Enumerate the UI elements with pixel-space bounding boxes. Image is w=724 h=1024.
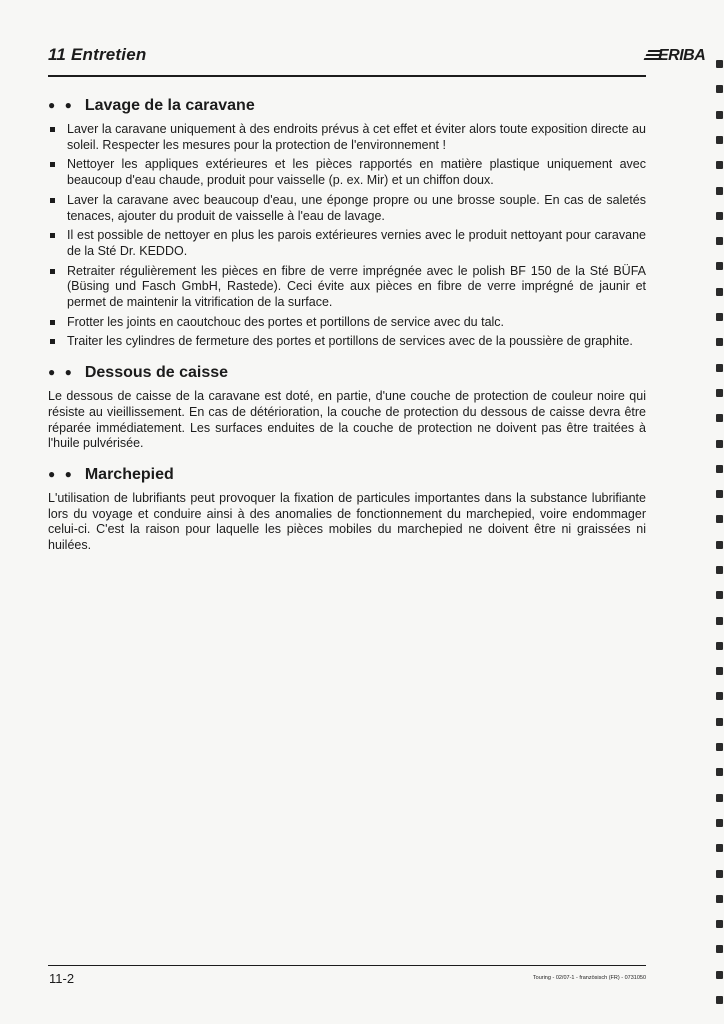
binding-hole bbox=[716, 85, 723, 93]
binding-hole bbox=[716, 111, 723, 119]
binding-hole bbox=[716, 895, 723, 903]
binding-hole bbox=[716, 920, 723, 928]
section-lavage bbox=[48, 97, 646, 350]
header-divider bbox=[48, 75, 646, 77]
binding-hole bbox=[716, 844, 723, 852]
spiral-binding bbox=[712, 10, 724, 1020]
bullet-list bbox=[48, 122, 646, 350]
list-item: Il est possible de nettoyer en plus les parois extérieures vernies avec le produit nettoyant pour caravane de la Sté Dr. KEDDO. bbox=[48, 228, 646, 259]
binding-hole bbox=[716, 161, 723, 169]
binding-hole bbox=[716, 743, 723, 751]
section-heading-text: Dessous de caisse bbox=[84, 364, 229, 382]
section-heading-text: Marchepied bbox=[84, 465, 174, 483]
heading-bullets: ● ● bbox=[48, 365, 75, 380]
page-content bbox=[48, 97, 646, 568]
binding-hole bbox=[716, 136, 723, 144]
list-item: Traiter les cylindres de fermeture des portes et portillons de services avec de la poussière de graphite. bbox=[48, 334, 646, 350]
binding-hole bbox=[716, 718, 723, 726]
section-heading bbox=[48, 364, 646, 382]
document-code: Touring - 02/07-1 - französisch (FR) - 0731050 bbox=[532, 975, 646, 981]
section-heading bbox=[48, 466, 646, 484]
binding-hole bbox=[716, 617, 723, 625]
brand-name: ERIBA bbox=[658, 47, 706, 64]
list-item: Nettoyer les appliques extérieures et les pièces rapportés en matière plastique uniquement avec beaucoup d'eau chaude, produit pour vaisselle (p. ex. Mir) et un chiffon doux. bbox=[48, 157, 646, 188]
binding-hole bbox=[716, 212, 723, 220]
heading-bullets: ● ● bbox=[48, 466, 75, 481]
chapter-title: 11 Entretien bbox=[48, 45, 147, 64]
list-item: Retraiter régulièrement les pièces en fibre de verre imprégnée avec le polish BF 150 de la Sté BÜFA (Büsing und Fasch GmbH, Rastede). Ceci évite aux pièces en fibre de verre imprégné de jaunir et permet de maintenir la vitrification de la surface. bbox=[48, 264, 646, 311]
binding-hole bbox=[716, 338, 723, 346]
binding-hole bbox=[716, 945, 723, 953]
binding-hole bbox=[716, 794, 723, 802]
binding-hole bbox=[716, 996, 723, 1004]
binding-hole bbox=[716, 642, 723, 650]
binding-hole bbox=[716, 692, 723, 700]
section-marchepied bbox=[48, 466, 646, 554]
section-heading-text: Lavage de la caravane bbox=[84, 97, 255, 114]
binding-hole bbox=[716, 414, 723, 422]
binding-hole bbox=[716, 440, 723, 448]
binding-hole bbox=[716, 313, 723, 321]
binding-hole bbox=[716, 591, 723, 599]
binding-hole bbox=[716, 515, 723, 523]
heading-bullets: ● ● bbox=[48, 98, 75, 112]
binding-hole bbox=[716, 187, 723, 195]
binding-hole bbox=[716, 237, 723, 245]
list-item: Laver la caravane avec beaucoup d'eau, une éponge propre ou une brosse souple. En cas de saletés tenaces, ajouter du produit de vaisselle à l'eau de lavage. bbox=[48, 193, 646, 224]
binding-hole bbox=[716, 288, 723, 296]
list-item: Laver la caravane uniquement à des endroits prévus à cet effet et éviter alors toute exposition directe au soleil. Respecter les mesures pour la protection de l'environnement ! bbox=[48, 122, 646, 153]
binding-hole bbox=[716, 819, 723, 827]
binding-hole bbox=[716, 490, 723, 498]
binding-hole bbox=[716, 364, 723, 372]
binding-hole bbox=[716, 667, 723, 675]
section-heading bbox=[48, 97, 646, 115]
binding-hole bbox=[716, 262, 723, 270]
list-item: Frotter les joints en caoutchouc des portes et portillons de service avec du talc. bbox=[48, 315, 646, 331]
binding-hole bbox=[716, 465, 723, 473]
page-number: 11-2 bbox=[49, 971, 75, 986]
binding-hole bbox=[716, 566, 723, 574]
binding-hole bbox=[716, 768, 723, 776]
binding-hole bbox=[716, 389, 723, 397]
section-dessous-de-caisse bbox=[48, 364, 646, 452]
section-paragraph: L'utilisation de lubrifiants peut provoquer la fixation de particules importantes dans la substance lubrifiante lors du voyage et conduire ainsi à des anomalies de fonctionnement du marchepied, voire endommager celui-ci. C'est la raison pour laquelle les pièces mobiles du marchepied ne doivent être ni graissées ni huilées. bbox=[48, 490, 646, 553]
section-paragraph: Le dessous de caisse de la caravane est doté, en partie, d'une couche de protection de couleur noire qui résiste au vieillissement. En cas de détérioration, la couche de protection du dessous de caisse devra être réparée immédiatement. Les surfaces enduites de la couche de protection ne doivent pas être traitées à l'huile pulvérisée. bbox=[48, 389, 646, 451]
page-header bbox=[48, 45, 706, 71]
footer-divider bbox=[48, 965, 646, 966]
binding-hole bbox=[716, 60, 723, 68]
binding-hole bbox=[716, 870, 723, 878]
binding-hole bbox=[716, 541, 723, 549]
binding-hole bbox=[716, 971, 723, 979]
